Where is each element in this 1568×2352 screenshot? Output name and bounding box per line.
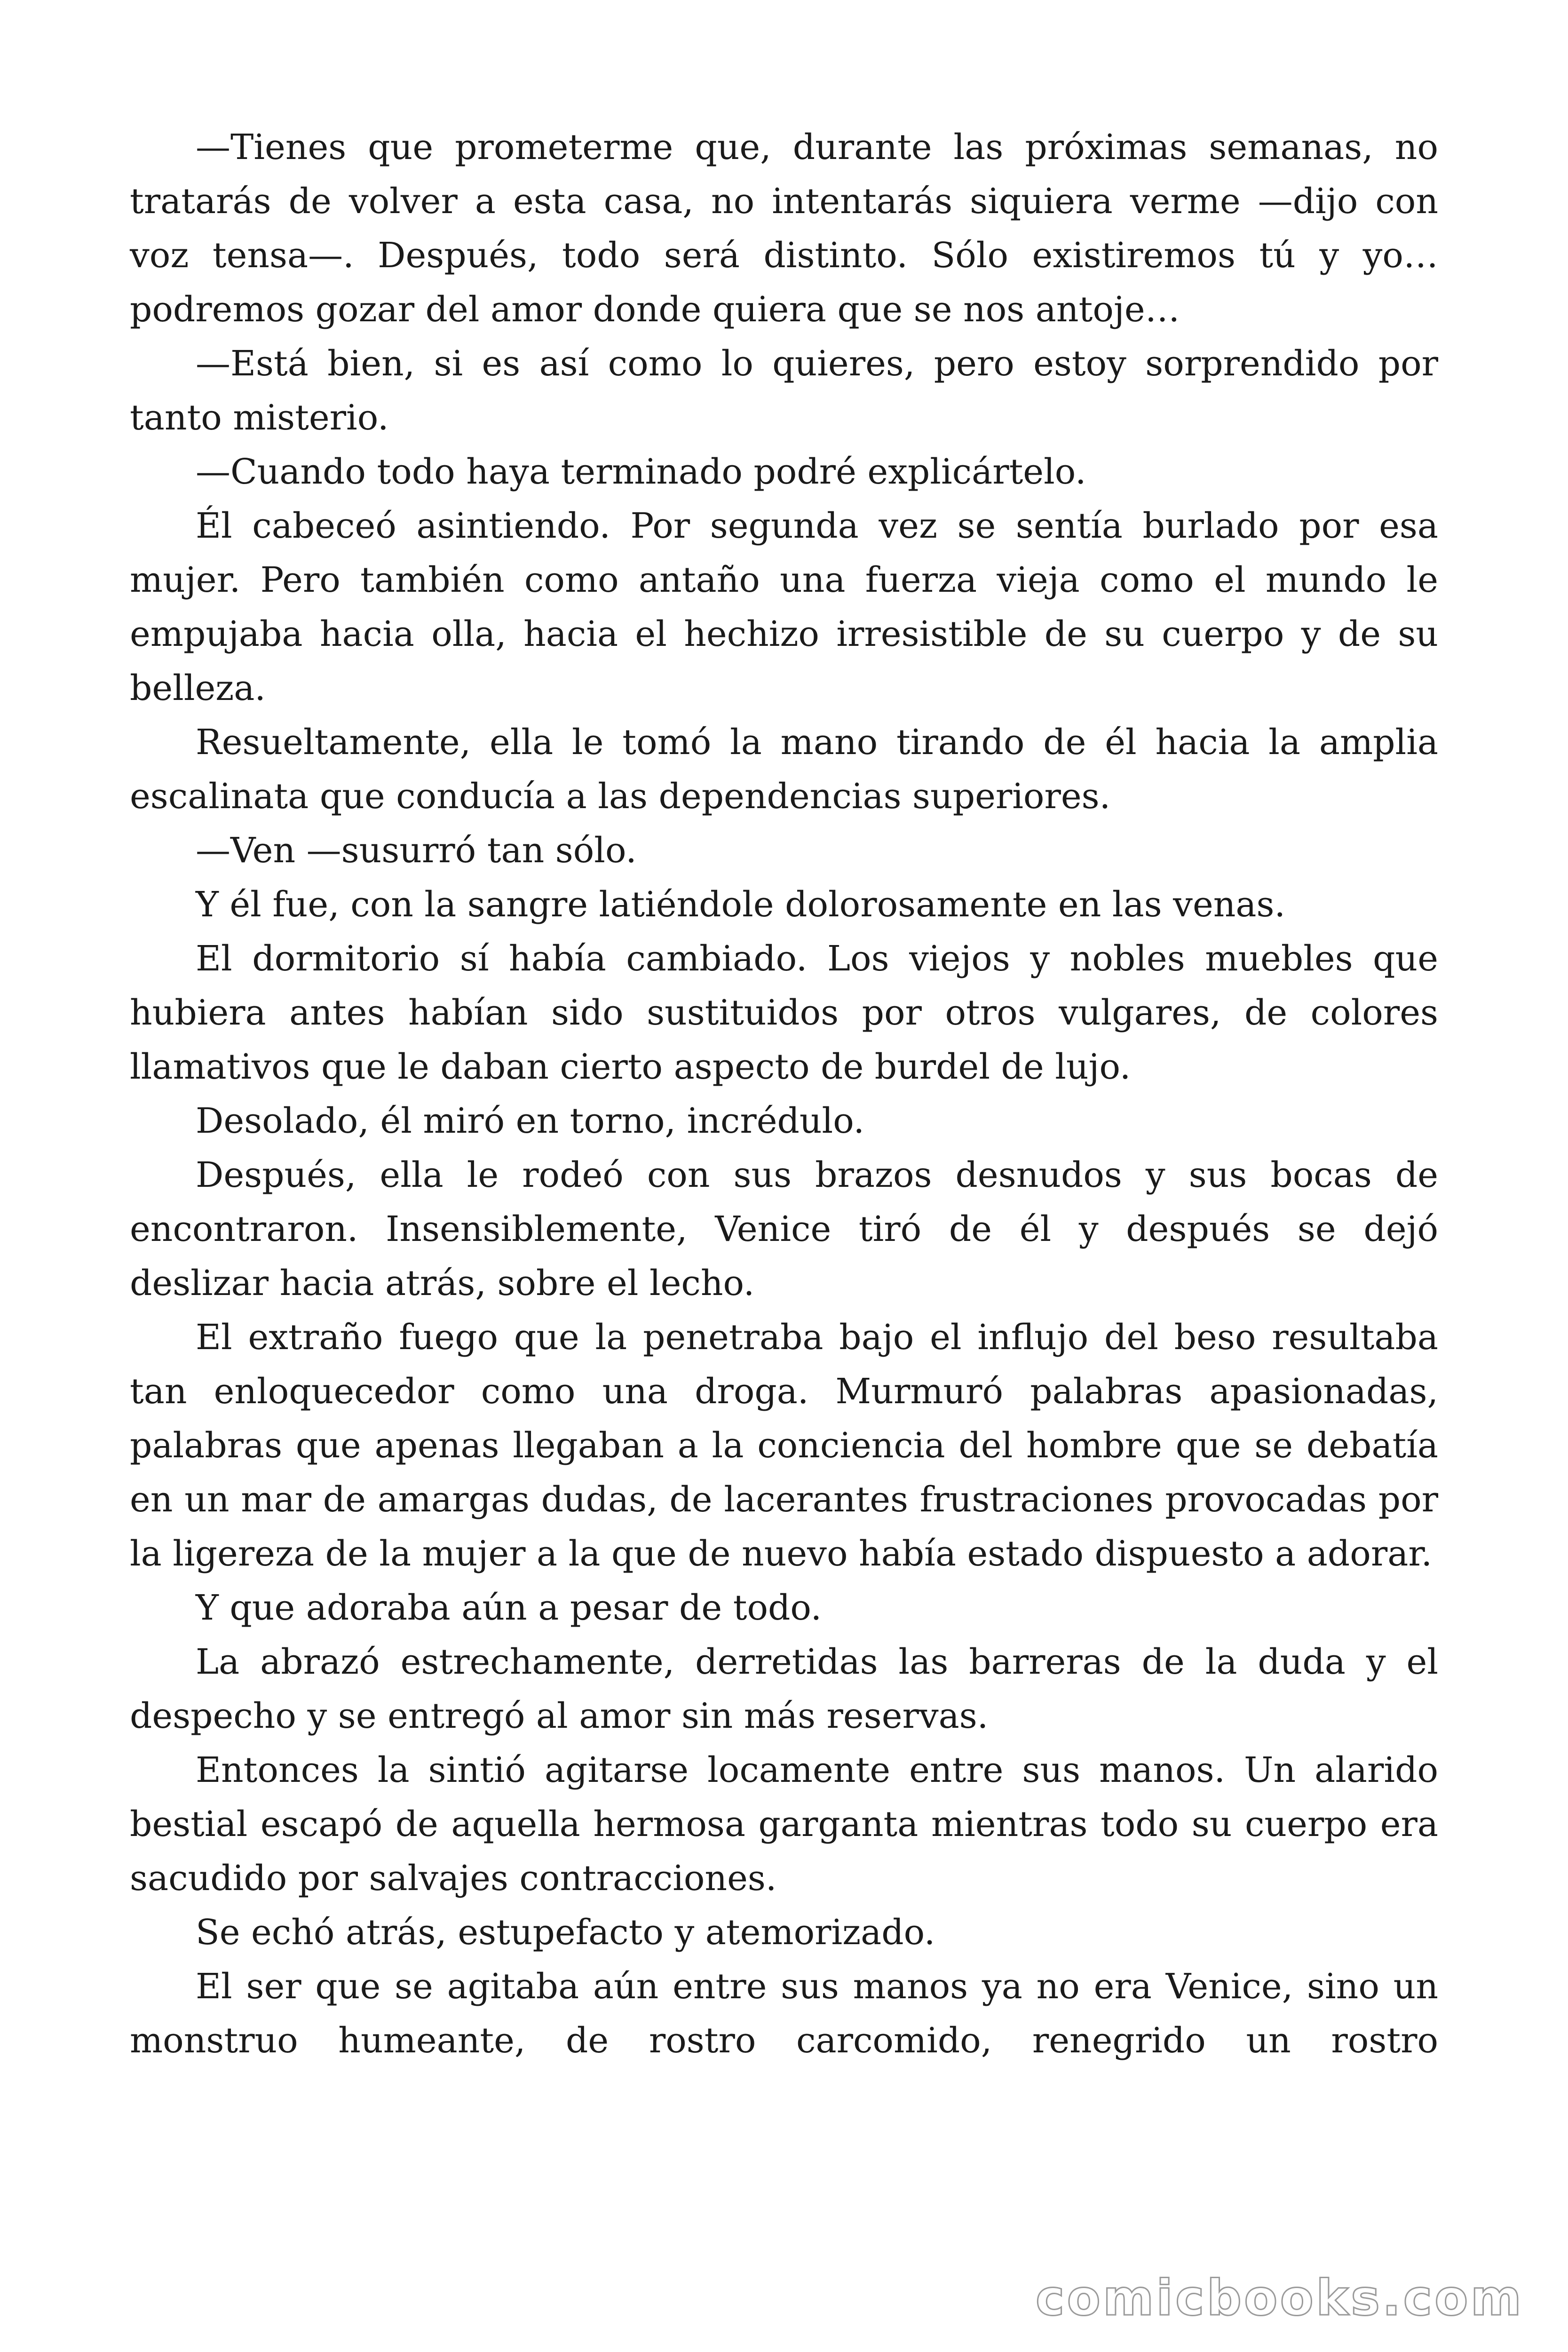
paragraph-6: —Ven —susurró tan sólo.: [196, 830, 637, 871]
paragraph-14: Entonces la sintió agitarse locamente entre sus manos. Un alarido bestial escapó de aquella hermosa garganta mientras todo su cuerpo era sacudido por salvajes contracciones.: [130, 1750, 1438, 1899]
paragraph-8: El dormitorio sí había cambiado. Los viejos y nobles muebles que hubiera antes habían sido sustituidos por otros vulgares, de colores llamativos que le daban cierto aspecto de burdel de lujo.: [130, 938, 1438, 1087]
paragraph-2: —Está bien, si es así como lo quieres, pero estoy sorprendido por tanto misterio.: [130, 343, 1438, 438]
paragraph-4: Él cabeceó asintiendo. Por segunda vez se sentía burlado por esa mujer. Pero también como antaño una fuerza vieja como el mundo le empujaba hacia olla, hacia el hechizo irresistible de su cuerpo y de su belleza.: [130, 506, 1438, 708]
watermark: comicbooks.com: [1035, 2269, 1524, 2327]
body-text: [130, 120, 1438, 2068]
paragraph-7: Y él fue, con la sangre latiéndole dolorosamente en las venas.: [196, 884, 1286, 925]
paragraph-13: La abrazó estrechamente, derretidas las barreras de la duda y el despecho y se entregó al amor sin más reservas.: [130, 1642, 1438, 1736]
paragraph-12: Y que adoraba aún a pesar de todo.: [196, 1588, 822, 1628]
paragraph-11: El extraño fuego que la penetraba bajo el influjo del beso resultaba tan enloquecedor como una droga. Murmuró palabras apasionadas, palabras que apenas llegaban a la conciencia del hombre que se debatía en un mar de amargas dudas, de lacerantes frustraciones provocadas por la ligereza de la mujer a la que de nuevo había estado dispuesto a adorar.: [130, 1317, 1438, 1574]
paragraph-3: —Cuando todo haya terminado podré explicártelo.: [196, 452, 1086, 492]
paragraph-9: Desolado, él miró en torno, incrédulo.: [196, 1101, 864, 1141]
paragraph-1: —Tienes que prometerme que, durante las próximas semanas, no tratarás de volver a esta casa, no intentarás siquiera verme —dijo con voz tensa—. Después, todo será distinto. Sólo existiremos tú y yo… podremos gozar del amor donde quiera que se nos antoje…: [130, 127, 1438, 330]
paragraph-10: Después, ella le rodeó con sus brazos desnudos y sus bocas de encontraron. Insensiblemente, Venice tiró de él y después se dejó deslizar hacia atrás, sobre el lecho.: [130, 1155, 1438, 1303]
paragraph-15: Se echó atrás, estupefacto y atemorizado.: [196, 1912, 935, 1953]
paragraph-16: El ser que se agitaba aún entre sus manos ya no era Venice, sino un monstruo humeante, de rostro carcomido, renegrido un rostro: [130, 1966, 1438, 2061]
paragraph-5: Resueltamente, ella le tomó la mano tirando de él hacia la amplia escalinata que conducía a las dependencias superiores.: [130, 722, 1438, 817]
